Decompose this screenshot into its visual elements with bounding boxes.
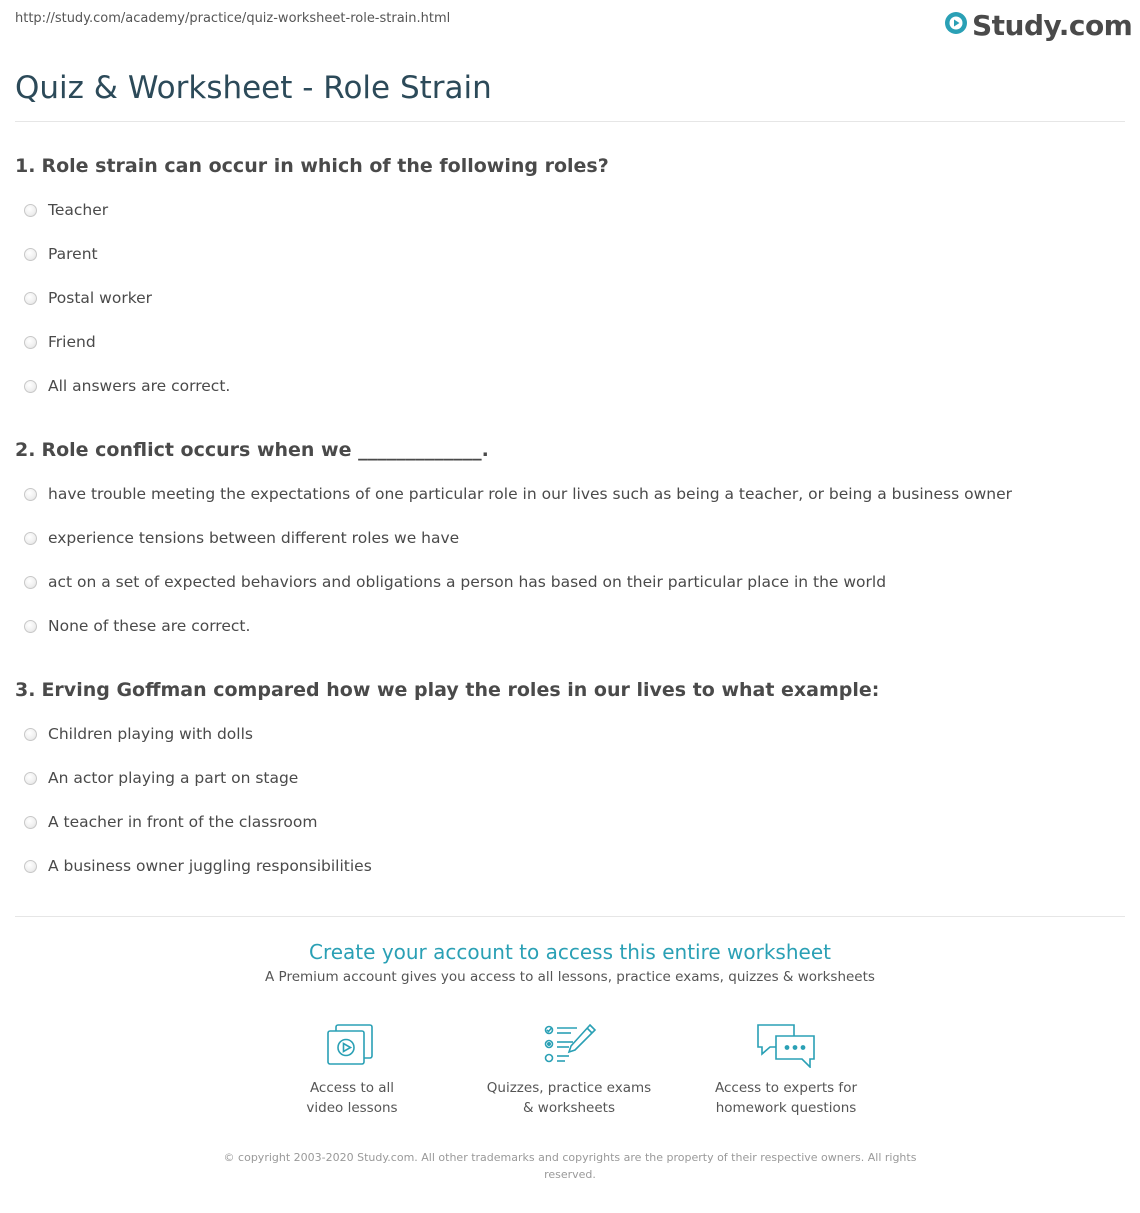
page-url: http://study.com/academy/practice/quiz-worksheet-role-strain.html [15,11,451,26]
q2-option-2[interactable] [24,527,459,549]
option-label: A business owner juggling responsibilities [48,857,372,875]
option-label: Postal worker [48,289,153,307]
chat-bubbles-icon [686,1022,886,1068]
feature-video-lessons [252,1022,452,1118]
radio-button[interactable] [24,860,37,873]
q3-option-3[interactable] [24,811,318,833]
q3-option-2[interactable] [24,767,298,789]
option-label: Teacher [48,201,109,219]
option-label: experience tensions between different roles we have [48,529,460,547]
option-label: Friend [48,333,96,351]
q2-option-1[interactable] [24,483,1012,505]
question-1 [15,155,609,177]
option-label: An actor playing a part on stage [48,769,299,787]
feature-label: Quizzes, practice exams & worksheets [486,1080,652,1116]
question-3 [15,679,879,701]
option-label: All answers are correct. [48,377,231,395]
q1-option-5[interactable] [24,375,230,397]
option-label: Children playing with dolls [48,725,253,743]
radio-button[interactable] [24,336,37,349]
option-label: have trouble meeting the expectations of one particular role in our lives such as being a teacher, or being a business owner [48,485,1012,503]
radio-button[interactable] [24,532,37,545]
feature-label: Access to all video lessons [306,1080,398,1116]
feature-quizzes [469,1022,669,1118]
option-label: act on a set of expected behaviors and obligations a person has based on their particular place in the world [48,573,887,591]
play-circle-icon [944,11,968,39]
radio-button[interactable] [24,772,37,785]
radio-button[interactable] [24,292,37,305]
q1-option-3[interactable] [24,287,152,309]
feature-experts [686,1022,886,1118]
q1-option-4[interactable] [24,331,96,353]
video-lessons-icon [252,1022,452,1068]
q2-option-4[interactable] [24,615,250,637]
feature-label: Access to experts for homework questions [714,1080,857,1116]
radio-button[interactable] [24,204,37,217]
q3-option-1[interactable] [24,723,253,745]
q1-option-1[interactable] [24,199,108,221]
option-label: None of these are correct. [48,617,251,635]
question-text: Role conflict occurs when we _____________. [41,439,489,461]
promo-title[interactable]: Create your account to access this entire worksheet [309,940,831,964]
logo-wordmark: Study.com [972,8,1133,42]
question-number: 2. [15,439,36,461]
option-label: Parent [48,245,98,263]
radio-button[interactable] [24,728,37,741]
q3-option-4[interactable] [24,855,372,877]
q2-option-3[interactable] [24,571,886,593]
radio-button[interactable] [24,248,37,261]
radio-button[interactable] [24,816,37,829]
question-number: 1. [15,155,36,177]
q1-option-2[interactable] [24,243,98,265]
promo-divider [15,916,1125,917]
page-title: Quiz & Worksheet - Role Strain [15,70,492,106]
radio-button[interactable] [24,380,37,393]
quiz-checklist-icon [469,1022,669,1068]
radio-button[interactable] [24,620,37,633]
promo-subtitle: A Premium account gives you access to all lessons, practice exams, quizzes & worksheets [265,969,875,985]
question-number: 3. [15,679,36,701]
copyright-text: © copyright 2003-2020 Study.com. All other trademarks and copyrights are the property of their respective owners. All rights reserved. [223,1151,917,1181]
question-text: Role strain can occur in which of the following roles? [41,155,609,177]
radio-button[interactable] [24,488,37,501]
question-2 [15,439,489,461]
question-text: Erving Goffman compared how we play the roles in our lives to what example: [41,679,880,701]
study-logo[interactable] [944,8,1132,42]
title-divider [15,121,1125,122]
radio-button[interactable] [24,576,37,589]
option-label: A teacher in front of the classroom [48,813,318,831]
